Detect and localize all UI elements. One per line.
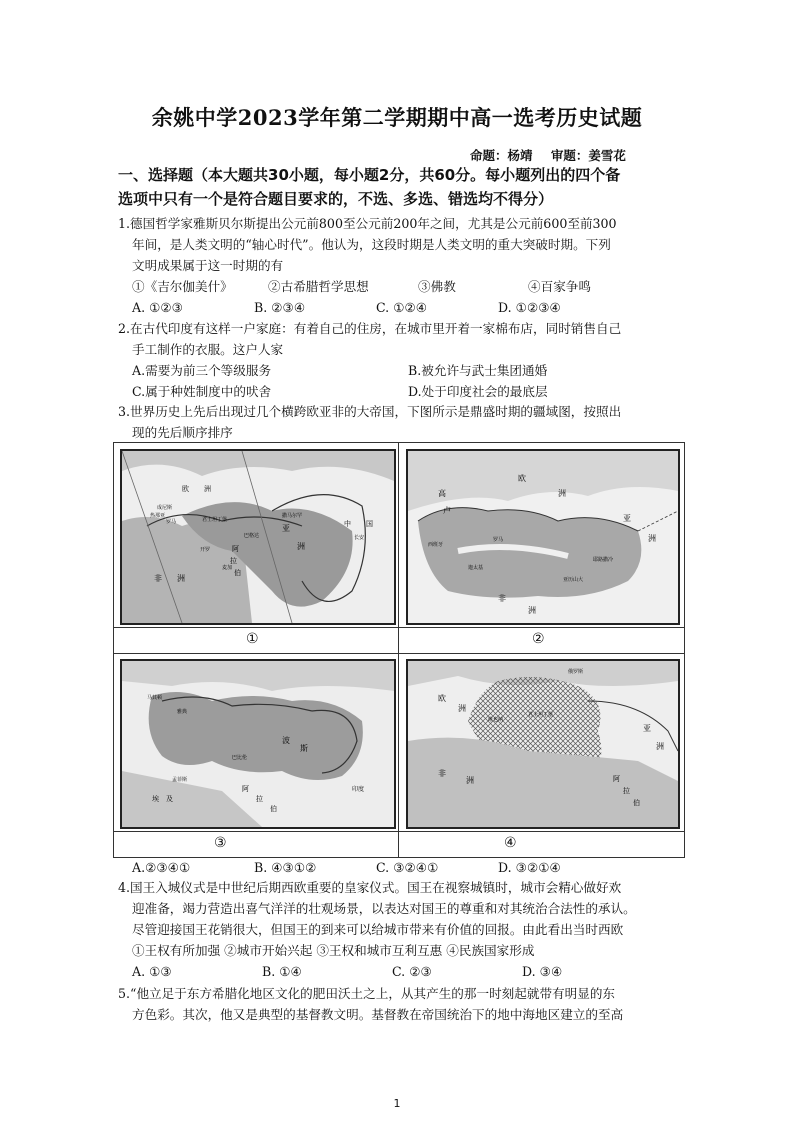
option-a[interactable]: A. ①③ xyxy=(132,964,172,979)
question-text: ①王权有所加强 ②城市开始兴起 ③王权和城市互利互惠 ④民族国家形成 xyxy=(132,943,535,958)
map-label: 雅典 xyxy=(177,709,188,715)
map-label: 拉 xyxy=(623,787,630,795)
question-5 xyxy=(118,983,684,1025)
map-label: 洲 xyxy=(297,542,305,551)
question-items xyxy=(118,276,684,297)
map-label: 拉 xyxy=(230,557,237,565)
map-label: 成尼斯 xyxy=(157,505,173,511)
reviewer-name: 审题：姜雪花 xyxy=(550,148,626,163)
map-label: 非 xyxy=(438,769,446,778)
map-label: 洲 xyxy=(648,534,656,543)
map-label: 耶路撒冷 xyxy=(593,557,614,563)
grid-divider xyxy=(114,627,684,628)
item: ①《吉尔伽美什》 xyxy=(132,279,233,294)
map-label: 伯 xyxy=(270,805,277,813)
option-b[interactable]: B.被允许与武士集团通婚 xyxy=(408,363,548,378)
map-label: 高 xyxy=(438,489,446,498)
question-3 xyxy=(118,401,684,443)
option-c[interactable]: C. ①②④ xyxy=(376,300,428,315)
question-text: 年间，是人类文明的“轴心时代”。他认为，这段时期是人类文明的重大突破时期。下列 xyxy=(132,237,611,252)
map-label: 洲 xyxy=(656,742,664,751)
map-label: 埃 xyxy=(152,795,159,803)
question-text: 5.“他立足于东方希腊化地区文化的肥田沃土之上，从其产生的那一时刻起就带有明显的东 xyxy=(118,986,616,1001)
question-text: 方色彩。其次，他又是典型的基督教文明。基督教在帝国统治下的地中海地区建立的至高 xyxy=(132,1007,624,1022)
answer-options xyxy=(118,961,684,982)
map-1-label: ① xyxy=(246,631,259,647)
map-label: 欧 xyxy=(182,485,189,493)
option-a[interactable]: A. ①②③ xyxy=(132,300,183,315)
option-b[interactable]: B. ①④ xyxy=(262,964,302,979)
map-label: 洲 xyxy=(458,704,466,713)
map-label: 洲 xyxy=(177,574,185,583)
section-heading-line: 选项中只有一个是符合题目要求的，不选、多选、错选均不得分） xyxy=(118,190,554,208)
map-label: 麦加 xyxy=(222,565,233,571)
map-3 xyxy=(120,659,396,829)
map-label: 巴格达 xyxy=(244,533,260,539)
map-label: 中 xyxy=(344,520,351,528)
map-label: 马其顿 xyxy=(147,695,163,701)
question-text: 2.在古代印度有这样一户家庭：有着自己的住房，在城市里开着一家棉布店，同时销售自己 xyxy=(118,321,622,336)
section-heading-line: 一、选择题（本大题共30小题，每小题2分，共60分。每小题列出的四个备 xyxy=(118,166,621,184)
map-label: 迦太基 xyxy=(468,565,484,571)
answer-options xyxy=(118,381,684,402)
question-text: 迎准备，竭力营造出喜气洋洋的壮观场景，以表达对国王的尊重和对其统治合法性的承认。 xyxy=(132,901,636,916)
option-d[interactable]: D. ③④ xyxy=(522,964,563,979)
option-d[interactable]: D.处于印度社会的最底层 xyxy=(408,384,548,399)
section-heading xyxy=(118,163,683,211)
map-label: 欧 xyxy=(438,694,446,703)
question-text: 3.世界历史上先后出现过几个横跨欧亚非的大帝国，下图所示是鼎盛时期的疆域图，按照出 xyxy=(118,404,622,419)
map-figure-grid xyxy=(113,442,685,858)
map-label: 亚 xyxy=(623,514,631,523)
item: ④百家争鸣 xyxy=(528,279,591,294)
map-label: 亚 xyxy=(643,724,651,733)
map-label: 波 xyxy=(282,736,290,745)
item: ②古希腊哲学思想 xyxy=(268,279,369,294)
grid-divider xyxy=(114,653,684,654)
question-text: 尽管迎接国王花销很大，但国王的到来可以给城市带来有价值的回报。由此看出当时西欧 xyxy=(132,922,624,937)
map-label: 君士坦丁堡 xyxy=(528,712,554,718)
question-1 xyxy=(118,213,684,318)
map-label: 君士坦丁堡 xyxy=(202,517,228,523)
map-2-label: ② xyxy=(532,631,545,647)
option-b[interactable]: B. ④③①② xyxy=(254,860,317,875)
map-label: 国 xyxy=(366,520,373,528)
map-label: 亚历山大 xyxy=(563,577,584,583)
map-label: 卢 xyxy=(443,506,451,515)
map-4-label: ④ xyxy=(504,835,517,851)
page-number: 1 xyxy=(393,1097,401,1110)
option-c[interactable]: C. ③②④① xyxy=(376,860,439,875)
map-label: 阿 xyxy=(242,785,249,793)
map-label: 俄罗斯 xyxy=(568,669,584,675)
map-label: 阿 xyxy=(613,775,620,783)
map-2 xyxy=(406,449,680,625)
map-label: 撒马尔罕 xyxy=(282,513,303,519)
map-label: 洲 xyxy=(466,776,474,785)
answer-options xyxy=(118,360,684,381)
question-text: 现的先后顺序排序 xyxy=(132,425,233,440)
question-2 xyxy=(118,318,684,402)
map-label: 拉 xyxy=(256,795,263,803)
grid-divider xyxy=(114,831,684,832)
map-label: 印度 xyxy=(352,786,365,793)
map-label: 伯 xyxy=(633,799,640,807)
map-label: 洲 xyxy=(558,489,566,498)
option-a[interactable]: A.②③④① xyxy=(132,860,191,875)
map-label: 维也纳 xyxy=(488,717,504,723)
map-label: 西班牙 xyxy=(428,542,444,548)
option-c[interactable]: C.属于种姓制度中的吠舍 xyxy=(132,384,272,399)
option-a[interactable]: A.需要为前三个等级服务 xyxy=(132,363,272,378)
map-label: 孟菲斯 xyxy=(172,777,188,783)
map-label: 亚 xyxy=(282,524,290,533)
map-label: 巴比伦 xyxy=(232,755,248,761)
map-label: 洲 xyxy=(528,606,536,615)
map-label: 非 xyxy=(498,594,506,603)
map-4 xyxy=(406,659,680,829)
authors-line xyxy=(470,146,640,164)
option-b[interactable]: B. ②③④ xyxy=(254,300,306,315)
option-d[interactable]: D. ①②③④ xyxy=(498,300,561,315)
answer-options xyxy=(118,857,684,878)
page-title: 余姚中学2023学年第二学期期中高一选考历史试题 xyxy=(151,105,643,130)
grid-divider xyxy=(398,443,399,857)
question-text: 文明成果属于这一时期的有 xyxy=(132,258,284,273)
item: ③佛教 xyxy=(418,279,456,294)
question-4 xyxy=(118,877,684,982)
map-label: 及 xyxy=(166,795,173,803)
map-3-label: ③ xyxy=(214,835,227,851)
question-text: 手工制作的衣服。这户人家 xyxy=(132,342,284,357)
map-label: 阿 xyxy=(232,545,239,553)
map-label: 非 xyxy=(154,574,162,583)
question-text: 1.德国哲学家雅斯贝尔斯提出公元前800至公元前200年之间，尤其是公元前600至前300 xyxy=(118,216,617,231)
answer-options xyxy=(118,297,684,318)
map-label: 热那亚 xyxy=(150,513,166,519)
map-label: 欧 xyxy=(518,474,526,483)
map-label: 罗马 xyxy=(493,537,504,543)
map-1 xyxy=(120,449,396,625)
option-d[interactable]: D. ③②①④ xyxy=(498,860,561,875)
option-c[interactable]: C. ②③ xyxy=(392,964,432,979)
map-label: 伯 xyxy=(234,569,241,577)
map-label: 长安 xyxy=(354,535,365,541)
map-label: 开罗 xyxy=(200,547,211,553)
question-text: 4.国王入城仪式是中世纪后期西欧重要的皇家仪式。国王在视察城镇时，城市会精心做好欢 xyxy=(118,880,622,895)
question-3-options xyxy=(118,857,684,878)
map-label: 罗马 xyxy=(166,519,177,525)
setter-name: 命题：杨靖 xyxy=(470,148,533,163)
map-label: 斯 xyxy=(300,744,308,753)
map-label: 洲 xyxy=(204,485,211,493)
